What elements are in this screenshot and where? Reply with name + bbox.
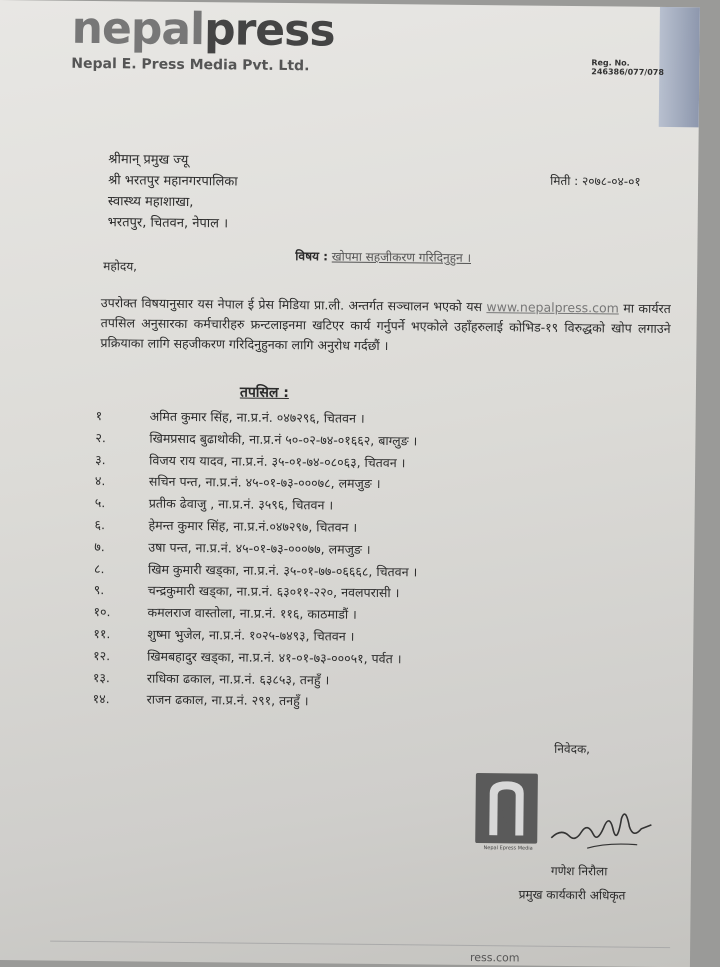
employee-list: [93, 407, 419, 716]
logo-part1: nepal: [71, 2, 205, 56]
employee-row: [93, 690, 416, 715]
employee-details: हेमन्त कुमार सिंह, ना.प्र.नं.०४७२९७, चितवन ।: [148, 517, 358, 535]
recipient-address: [108, 149, 238, 234]
employee-number: ५.: [94, 495, 106, 511]
subject-value: खोपमा सहजीकरण गरिदिनुहुन ।: [331, 249, 472, 265]
employee-details: चन्द्रकुमारी खड्का, ना.प्र.नं. ६३०११-२२०, नवलपरासी ।: [147, 582, 400, 601]
employee-number: ४.: [94, 473, 106, 489]
recipient-line: श्रीमान् प्रमुख ज्यू: [108, 152, 189, 168]
employee-details: खिम कुमारी खड्का, ना.प्र.नं. ३५-०१-७७-०६६६८, चितवन ।: [147, 561, 418, 579]
footer-divider: [50, 941, 670, 948]
sender-label: निवेदक,: [554, 741, 591, 757]
salutation: महोदय,: [103, 259, 138, 274]
employee-details: राधिका ढकाल, ना.प्र.नं. ६३८५३, तनहुँ ।: [146, 670, 330, 688]
pen-nib-icon: [475, 773, 538, 844]
body-part2: मा कार्यरत तपसिल अनुसारका कर्मचारीहरु फ्रन्टलाइनमा खटिएर कार्य गर्नुपर्ने भएकोले उहाँहरुलाई कोभिड-१९ विरुद्धको खोप लगाउने प्रक्रियाका लागि सहजीकरण गरिदिनुहुनका लागि अनुरोध गर्दछौं ।: [100, 300, 671, 354]
logo-part2: press: [203, 4, 335, 57]
company-emblem: [475, 773, 538, 844]
employee-number: १२.: [93, 647, 111, 663]
employee-number: ३.: [95, 451, 106, 467]
letter-body: [100, 293, 671, 359]
employee-details: सचिन पन्त, ना.प्र.नं. ४५-०१-७३-०००७८, लमजुङ ।: [148, 473, 381, 492]
employee-details: विजय राय यादव, ना.प्र.नं. ३५-०१-७४-०८०६३, चितवन ।: [149, 452, 406, 470]
employee-details: प्रतीक ढेवाजु , ना.प्र.नं. ३५९६, चितवन ।: [148, 495, 334, 513]
company-name: Nepal E. Press Media Pvt. Ltd.: [71, 55, 310, 75]
registration-number: Reg. No. 246386/077/078: [591, 58, 664, 77]
employee-number: १०.: [93, 604, 111, 620]
subject-line: [295, 247, 471, 266]
employee-details: अमित कुमार सिंह, ना.प्र.नं. ०४७२९६, चितवन ।: [149, 408, 365, 426]
letter-date: मिती : २०७८-०४-०१: [550, 173, 641, 189]
emblem-caption: Nepal Epress Media: [483, 845, 533, 852]
website-link: www.nepalpress.com: [486, 299, 619, 316]
employee-number: ९.: [93, 582, 105, 598]
employee-number: १३.: [92, 669, 110, 685]
signer-title: प्रमुख कार्यकारी अधिकृत: [518, 887, 626, 903]
employee-number: २.: [95, 429, 106, 445]
employee-number: ६.: [94, 517, 106, 533]
recipient-line: श्री भरतपुर महानगरपालिका: [108, 173, 238, 190]
employee-number: ८.: [93, 560, 105, 576]
employee-details: खिमप्रसाद बुढाथोकी, ना.प्र.नं ५०-०२-७४-०१६६२, बाग्लुङ ।: [149, 430, 418, 449]
signer-name: गणेश निरौला: [550, 863, 608, 879]
letterhead-logo: [71, 3, 334, 57]
employee-details: राजन ढकाल, ना.प्र.नं. २९१, तनहुँ ।: [146, 691, 309, 709]
footer-website-fragment: ress.com: [469, 950, 520, 965]
recipient-line: स्वास्थ्य महाशाखा,: [107, 194, 194, 211]
employee-number: १४.: [92, 691, 110, 707]
employee-details: उषा पन्त, ना.प्र.नं. ४५-०१-७३-०००७७, लमजुङ ।: [148, 539, 371, 557]
body-part1: उपरोक्त विषयानुसार यस नेपाल ई प्रेस मिडिया प्रा.ली. अन्तर्गत सञ्चालन भएको यस: [100, 295, 483, 315]
employee-number: १: [95, 408, 103, 424]
employee-details: कमलराज वास्तोला, ना.प्र.नं. ११६, काठमाडौं ।: [147, 604, 357, 622]
employee-number: ११.: [93, 625, 111, 642]
recipient-line: भरतपुर, चितवन, नेपाल ।: [107, 215, 229, 232]
employee-details: शुष्मा भुजेल, ना.प्र.नं. १०२५-७४९३, चितवन ।: [147, 626, 355, 644]
list-heading: तपसिल :: [239, 384, 289, 402]
employee-number: ७.: [94, 538, 105, 554]
handwritten-signature: [547, 798, 658, 859]
subject-label: विषय :: [295, 249, 329, 264]
employee-details: खिमबहादुर खड्का, ना.प्र.नं. ४१-०१-७३-०००५१, पर्वत ।: [147, 648, 402, 667]
